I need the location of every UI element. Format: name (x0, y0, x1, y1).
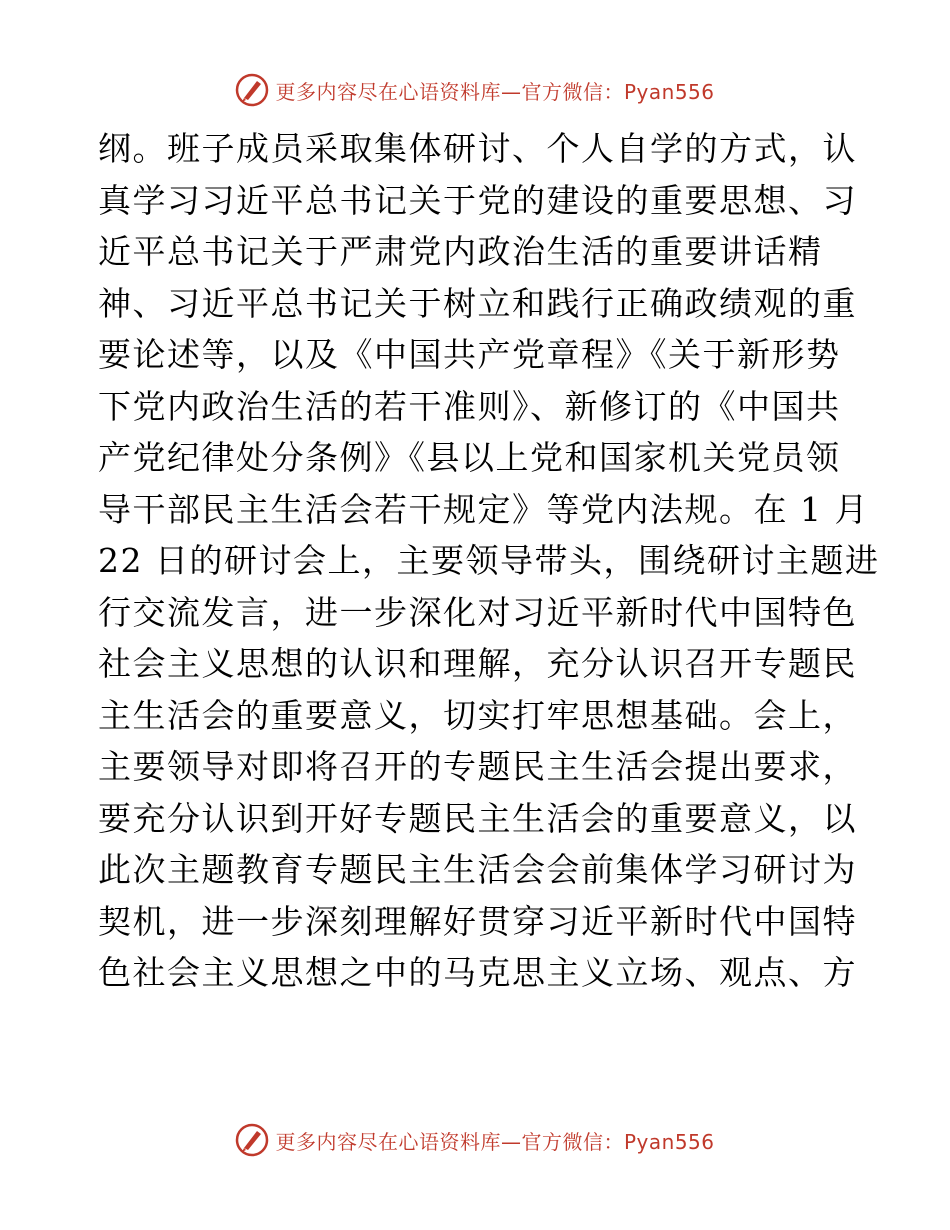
body-line: 主要领导对即将召开的专题民主生活会提出要求， (98, 747, 857, 786)
body-line: 契机，进一步深刻理解好贯穿习近平新时代中国特 (98, 901, 857, 941)
body-line: 行交流发言，进一步深化对习近平新时代中国特色 (98, 592, 857, 632)
body-line: 导干部民主生活会若干规定》等党内法规。在 1 月 (98, 489, 869, 529)
body-line: 近平总书记关于严肃党内政治生活的重要讲话精 (98, 232, 823, 271)
body-line: 纲。班子成员采取集体研讨、个人自学的方式，认 (98, 129, 857, 168)
body-line: 神、习近平总书记关于树立和践行正确政绩观的重 (98, 283, 857, 323)
body-line: 主生活会的重要意义，切实打牢思想基础。会上， (98, 695, 857, 735)
body-line: 要充分认识到开好专题民主生活会的重要意义，以 (98, 798, 857, 838)
body-line: 此次主题教育专题民主生活会会前集体学习研讨为 (98, 850, 857, 889)
body-line: 要论述等，以及《中国共产党章程》《关于新形势 (98, 335, 841, 374)
footer-banner (0, 1122, 950, 1158)
banner-text: 更多内容尽在心语资料库—官方微信：Pyan556 (275, 1129, 715, 1154)
document-body (98, 123, 880, 999)
body-line: 22 日的研讨会上，主要领导带头，围绕研讨主题进 (98, 541, 880, 580)
body-line: 下党内政治生活的若干准则》、新修订的《中国共 (98, 386, 841, 426)
body-line: 色社会主义思想之中的马克思主义立场、观点、方 (98, 953, 857, 992)
quill-pen-icon (235, 1123, 269, 1157)
header-banner (0, 72, 950, 108)
body-line: 社会主义思想的认识和理解，充分认识召开专题民 (98, 644, 857, 683)
quill-pen-icon (235, 73, 269, 107)
banner-text: 更多内容尽在心语资料库—官方微信：Pyan556 (275, 79, 715, 104)
body-line: 真学习习近平总书记关于党的建设的重要思想、习 (98, 180, 857, 220)
body-line: 产党纪律处分条例》《县以上党和国家机关党员领 (98, 438, 841, 477)
